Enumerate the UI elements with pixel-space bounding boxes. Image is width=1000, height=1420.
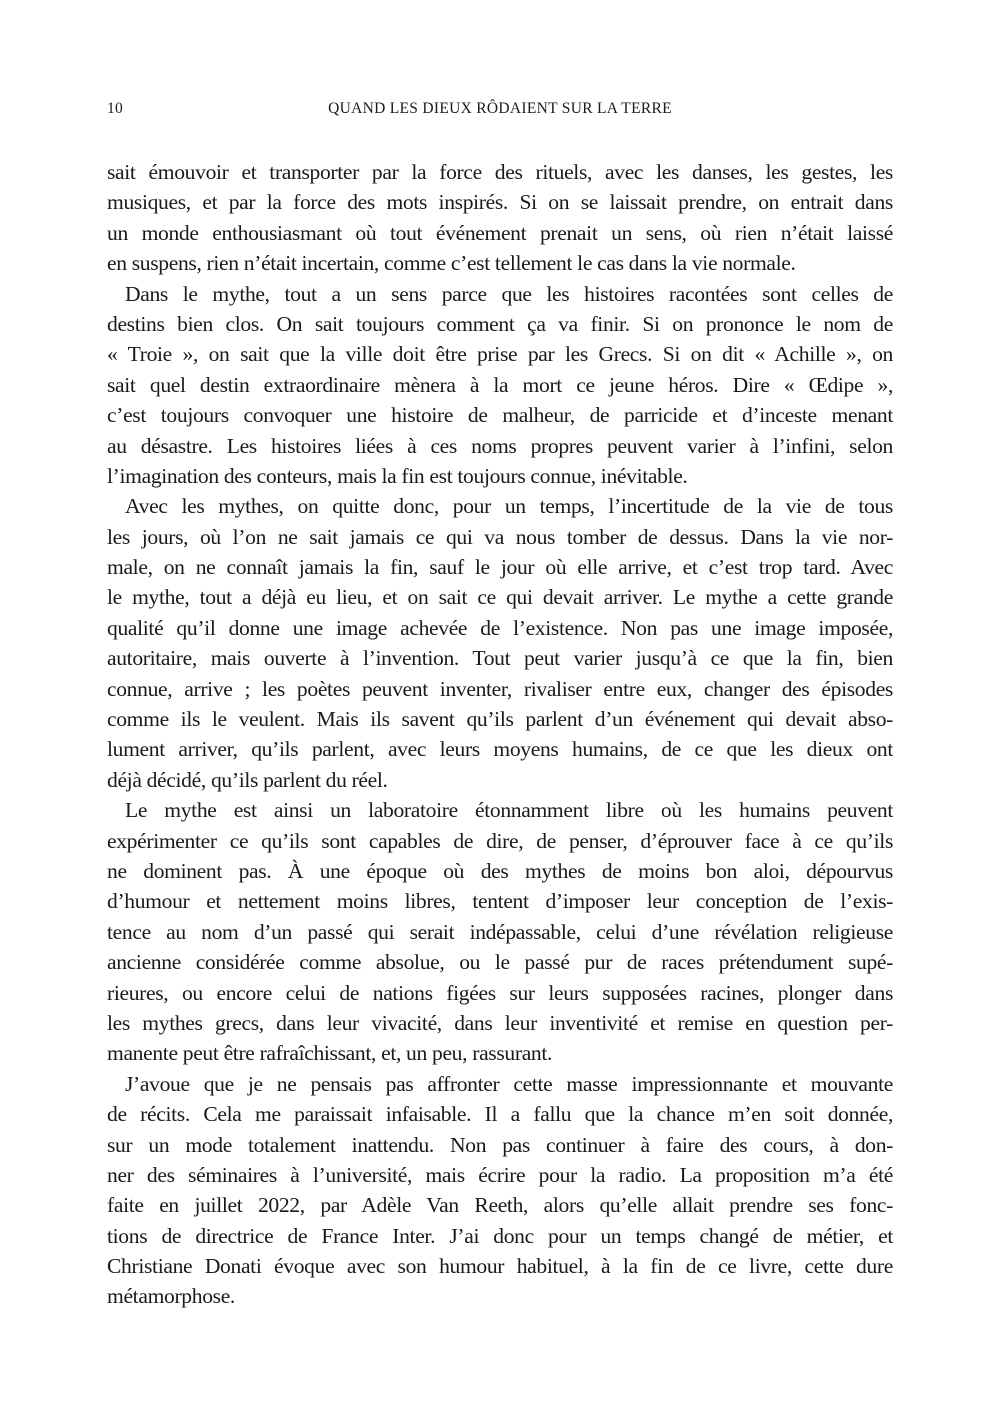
text-line: male, on ne connaît jamais la fin, sauf le jour où elle arrive, et c’est trop tard. Avec: [107, 555, 893, 580]
text-line: l’imagination des conteurs, mais la fin est toujours connue, inévitable.: [107, 463, 688, 488]
text-line: sait émouvoir et transporter par la force des rituels, avec les danses, les gestes, les: [107, 160, 893, 184]
text-line: lument arriver, qu’ils parlent, avec leurs moyens humains, de ce que les dieux ont: [107, 737, 893, 762]
text-line: les jours, où l’on ne sait jamais ce qui va nous tomber de dessus. Dans la vie nor-: [107, 524, 893, 549]
text-line: Avec les mythes, on quitte donc, pour un temps, l’incertitude de la vie de tous: [125, 494, 893, 519]
text-line: connue, arrive ; les poètes peuvent inventer, rivaliser entre eux, changer des épisodes: [107, 676, 893, 701]
running-head: [107, 100, 893, 124]
body-text: [107, 157, 893, 1312]
text-line: musiques, et par la force des mots inspirés. Si on se laissait prendre, on entrait dans: [107, 190, 893, 215]
paragraph-2: [107, 279, 893, 492]
text-line: d’humour et nettement moins libres, tentent d’imposer leur conception de l’exis-: [107, 889, 893, 914]
page-number: 10: [107, 100, 124, 117]
text-line: autoritaire, mais ouverte à l’invention. Tout peut varier jusqu’à ce que la fin, bien: [107, 646, 893, 671]
paragraph-3: [107, 491, 893, 795]
text-line: au désastre. Les histoires liées à ces noms propres peuvent varier à l’infini, selon: [107, 433, 893, 458]
text-line: manente peut être rafraîchissant, et, un peu, rassurant.: [107, 1041, 553, 1066]
text-line: comme ils le veulent. Mais ils savent qu’ils parlent d’un événement qui devait abso-: [107, 707, 893, 732]
text-line: sait quel destin extraordinaire mènera à la mort ce jeune héros. Dire « Œdipe »,: [107, 372, 893, 397]
text-line: Christiane Donati évoque avec son humour habituel, à la fin de ce livre, cette dure: [107, 1254, 893, 1279]
text-line: ner des séminaires à l’université, mais écrire pour la radio. La proposition m’a été: [107, 1162, 893, 1187]
text-line: sur un mode totalement inattendu. Non pas continuer à faire des cours, à don-: [107, 1132, 893, 1157]
text-line: ne dominent pas. À une époque où des mythes de moins bon aloi, dépourvus: [107, 858, 893, 883]
text-line: faite en juillet 2022, par Adèle Van Reeth, alors qu’elle allait prendre ses fonc-: [107, 1193, 893, 1218]
text-line: ancienne considérée comme absolue, ou le passé pur de races prétendument supé-: [107, 950, 893, 975]
text-line: métamorphose.: [107, 1284, 235, 1309]
text-line: « Troie », on sait que la ville doit être prise par les Grecs. Si on dit « Achille », on: [107, 342, 893, 367]
text-line: qualité qu’il donne une image achevée de l’existence. Non pas une image imposée,: [107, 615, 893, 640]
text-line: J’avoue que je ne pensais pas affronter cette masse impressionnante et mouvante: [125, 1071, 893, 1096]
text-line: rieures, ou encore celui de nations figées sur leurs supposées racines, plonger dans: [107, 980, 893, 1005]
text-line: les mythes grecs, dans leur vivacité, dans leur inventivité et remise en question per-: [107, 1010, 893, 1035]
running-title: QUAND LES DIEUX RÔDAIENT SUR LA TERRE: [328, 100, 672, 117]
text-line: expérimenter ce qu’ils sont capables de dire, de penser, d’éprouver face à ce qu’ils: [107, 828, 893, 853]
text-line: destins bien clos. On sait toujours comment ça va finir. Si on prononce le nom de: [107, 311, 893, 336]
text-line: Le mythe est ainsi un laboratoire étonnamment libre où les humains peuvent: [125, 798, 893, 823]
paragraph-4: [107, 795, 893, 1069]
paragraph-1: [107, 157, 893, 279]
text-line: Dans le mythe, tout a un sens parce que les histoires racontées sont celles de: [125, 281, 893, 306]
text-line: tions de directrice de France Inter. J’ai donc pour un temps changé de métier, et: [107, 1223, 893, 1248]
text-line: déjà décidé, qu’ils parlent du réel.: [107, 767, 388, 792]
text-line: tence au nom d’un passé qui serait indépassable, celui d’une révélation religieuse: [107, 919, 893, 944]
text-line: le mythe, tout a déjà eu lieu, et on sait ce qui devait arriver. Le mythe a cette grande: [107, 585, 893, 610]
text-line: un monde enthousiasmant où tout événement prenait un sens, où rien n’était laissé: [107, 220, 893, 245]
text-line: de récits. Cela me paraissait infaisable. Il a fallu que la chance m’en soit donnée,: [107, 1102, 893, 1127]
text-line: en suspens, rien n’était incertain, comme c’est tellement le cas dans la vie normale.: [107, 251, 796, 276]
paragraph-5: [107, 1069, 893, 1312]
text-line: c’est toujours convoquer une histoire de malheur, de parricide et d’inceste menant: [107, 403, 893, 428]
